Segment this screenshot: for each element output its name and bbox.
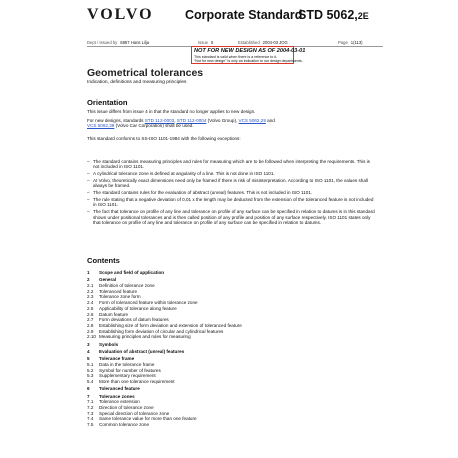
orientation-heading: Orientation (87, 98, 128, 107)
document-subtitle: Indication, definitions and measuring principles (87, 80, 187, 85)
established-value: 2004-03 JOG (262, 40, 288, 45)
issue-field (198, 40, 213, 45)
orientation-paragraph-3: This standard conforms to SS-ISO 1101-1984 with the following exceptions: (87, 136, 241, 141)
toc-text: Datum feature (99, 311, 129, 317)
toc-entry-4[interactable] (87, 349, 377, 355)
list-item: – The fact that tolerance on profile of any line and tolerance on profile of any surface can be specified in relation to datums is in this standard shown under positional tolerances and is then called position of any profile and position of any surface respectively. ISO 1101 states only that tolerance on profile of any line and tolerance on profile of any surface can be specified in relation to datums. (87, 209, 377, 225)
toc-number: 2.10 (87, 334, 96, 340)
toc-text: Same tolerance value for more than one feature (99, 416, 197, 422)
toc-number: 2.3 (87, 294, 94, 300)
toc-text: Tolerance zones (99, 393, 135, 399)
link-std-112-0003[interactable]: STD 112-0003 (144, 118, 175, 123)
toc-number: 5.4 (87, 379, 94, 385)
p2-text-pre: For new designs, standards (87, 118, 145, 123)
toc-number: 2.2 (87, 288, 94, 294)
orientation-paragraph-2 (87, 118, 383, 129)
table-of-contents (87, 270, 377, 428)
toc-number: 4 (87, 348, 90, 354)
document-title: Geometrical tolerances (87, 67, 204, 79)
toc-text: Scope and field of application (99, 270, 165, 275)
toc-text: Form of toleranced feature within tolerance zone (99, 300, 198, 306)
toc-number: 7.2 (87, 405, 94, 411)
page-value: 1(113) (350, 40, 363, 45)
toc-text: Evaluation of abstract (unreal) features (99, 348, 185, 354)
volvo-logo: VOLVO (87, 6, 154, 23)
p2-text-and: and (265, 118, 275, 123)
list-item: – The standard contains rules for the evaluation of abstract (unreal) features. This is not included in ISO 1101. (87, 190, 377, 195)
contents-heading: Contents (87, 256, 120, 265)
issue-value: 5 (211, 40, 214, 45)
list-item: – The rule stating that a negative deviation of 0,01 x the length may be deducted from the extension of the toleranced feature is not included in ISO 1101. (87, 197, 377, 208)
toc-text: Toleranced feature (99, 386, 140, 392)
dept-field (87, 40, 149, 45)
toc-text: Tolerance zone form (99, 294, 141, 300)
toc-text: General (99, 277, 117, 283)
toc-number: 5.1 (87, 361, 94, 367)
toc-text: More than one tolerance requirement (99, 379, 175, 385)
toc-text: Symbol for number of features (99, 367, 161, 373)
toc-text: Establishing form deviation of circular and cylindrical features (99, 328, 224, 334)
toc-number: 7.3 (87, 410, 94, 416)
toc-entry-1[interactable] (87, 270, 377, 276)
toc-entry-7-5[interactable] (87, 422, 377, 428)
toc-entry-3[interactable] (87, 342, 377, 348)
toc-number: 5 (87, 356, 90, 362)
established-field (238, 40, 288, 45)
not-for-new-design-notice (191, 46, 306, 64)
toc-number: 6 (87, 386, 90, 392)
toc-text: Special direction of tolerance zone (99, 410, 170, 416)
toc-text: Definition of tolerance zone (99, 283, 155, 288)
toc-number: 5.3 (87, 373, 94, 379)
toc-number: 2.8 (87, 322, 94, 328)
toc-number: 7.4 (87, 416, 94, 422)
toc-number: 2.1 (87, 283, 94, 288)
toc-number: 3 (87, 341, 90, 347)
page-field (338, 40, 363, 45)
list-item: – At Volvo, theoretically exact dimensions need only be framed if there is risk of misinterpretation. According to ISO 1101, the values shall always be framed. (87, 178, 377, 189)
toc-number: 2.4 (87, 300, 94, 306)
toc-number: 2.7 (87, 317, 94, 323)
link-vcs-5062-39[interactable]: VCS 5062,39 (87, 123, 115, 129)
standard-number-text: STD 5062, (298, 8, 358, 22)
toc-text: Tolerance frame (99, 356, 135, 362)
toc-text: Supplementary requirement (99, 373, 156, 379)
toc-number: 2.5 (87, 305, 94, 311)
toc-text: Tolerance extension (99, 399, 140, 405)
edition: 2E (357, 11, 369, 21)
p2-sep: , (174, 118, 177, 123)
notice-heading: NOT FOR NEW DESIGN AS OF 2004-03-01 (194, 48, 306, 54)
dept-label: Dept / Issued by (87, 40, 118, 45)
notice-line-1: This standard is valid when there is a reference to it. (194, 54, 278, 59)
toc-number: 7.1 (87, 399, 94, 405)
toc-number: 7 (87, 393, 90, 399)
toc-text: Symbols (99, 341, 119, 347)
page-label: Page (338, 40, 348, 45)
p2-text-mid: (Volvo Group), (206, 118, 239, 123)
notice-line-2: "Not for new design" is only an indication to our design departments. (194, 58, 303, 63)
established-label: Established (238, 40, 260, 45)
toc-text: Direction of tolerance zone (99, 405, 154, 411)
toc-number: 2 (87, 277, 90, 283)
standard-number (298, 8, 369, 22)
toc-number: 5.2 (87, 367, 94, 373)
toc-text: Measuring principles and rules for measuring (99, 334, 191, 340)
toc-text: Form deviations of datum features (99, 317, 169, 323)
list-item: – A cylindrical tolerance zone is defined at angularity of a line. This is not done in ISO 1101. (87, 171, 377, 176)
orientation-paragraph-1: This issue differs from issue 4 in that the standard no longer applies to new design. (87, 109, 256, 114)
toc-text: Toleranced feature (99, 288, 138, 294)
toc-text: Applicability of tolerance along feature (99, 305, 177, 311)
issue-label: Issue (198, 40, 209, 45)
toc-number: 2.6 (87, 311, 94, 317)
toc-text: Data in the tolerance frame (99, 361, 155, 367)
link-vcs-5062-29[interactable]: VCS 5062,29 (238, 118, 266, 123)
dept-value: 6857 Hans Lilja (120, 40, 150, 45)
doc-type: Corporate Standard (185, 8, 303, 22)
link-std-112-0004[interactable]: STD 112-0004 (176, 118, 207, 123)
toc-number: 2.9 (87, 328, 94, 334)
exceptions-list (87, 159, 377, 227)
toc-entry-6[interactable] (87, 386, 377, 392)
toc-entry-2-10[interactable] (87, 334, 377, 340)
toc-number: 1 (87, 270, 90, 275)
toc-text: Common tolerance zone (99, 422, 150, 428)
toc-text: Establishing size of form deviation and extension of toleranced feature (99, 322, 242, 328)
toc-entry-5-4[interactable] (87, 379, 377, 385)
p2-text-post: (Volvo Car Corporation) shall be used. (114, 123, 194, 129)
toc-number: 7.5 (87, 422, 94, 428)
list-item: – The standard contains measuring principles and rules for measuring which are to be followed when interpreting the requirements. This is not included in ISO 1101. (87, 159, 377, 170)
